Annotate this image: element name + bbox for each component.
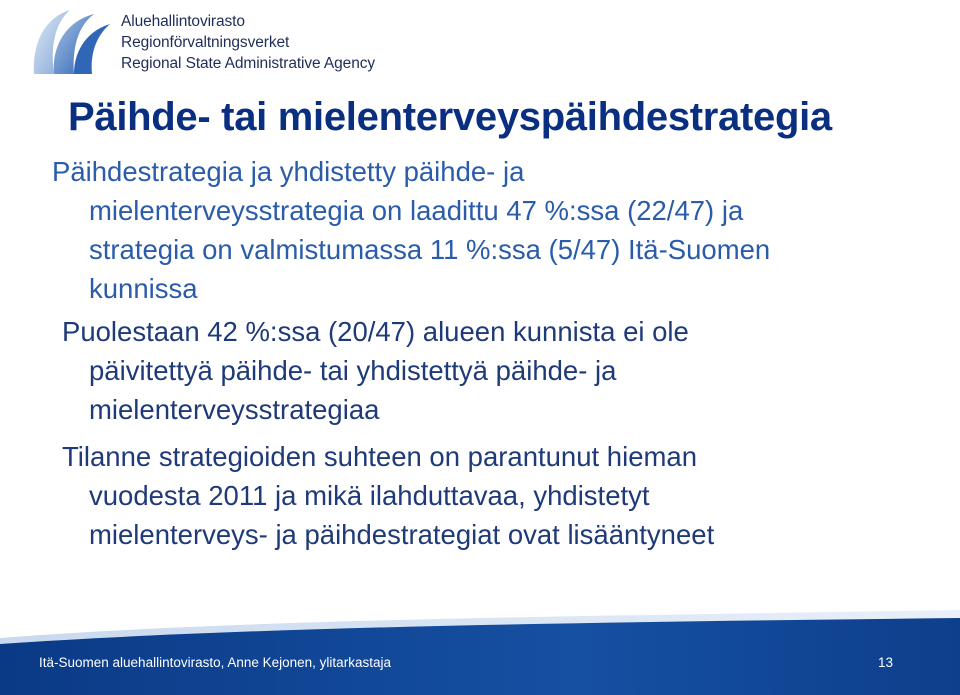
paragraph-line: Tilanne strategioiden suhteen on parantunut hieman — [62, 441, 697, 472]
paragraph-line: strategia on valmistumassa 11 %:ssa (5/47) Itä-Suomen — [89, 234, 771, 265]
paragraph-line: kunnissa — [89, 273, 198, 304]
paragraph-line: mielenterveysstrategiaa — [89, 394, 380, 425]
logo-line-finnish: Aluehallintovirasto — [121, 13, 245, 30]
paragraph-line: vuodesta 2011 ja mikä ilahduttavaa, yhdistetyt — [89, 480, 650, 511]
paragraph-line: Päihdestrategia ja yhdistetty päihde- ja — [52, 156, 525, 187]
paragraph-strategy-status — [52, 152, 770, 308]
paragraph-situation-improved — [62, 437, 714, 554]
logo-wordmark — [121, 11, 375, 74]
paragraph-line: Puolestaan 42 %:ssa (20/47) alueen kunnista ei ole — [62, 316, 689, 347]
paragraph-line: mielenterveys- ja päihdestrategiat ovat lisääntyneet — [89, 519, 715, 550]
agency-logo — [28, 4, 388, 80]
regional-agency-swoosh-icon — [28, 4, 112, 80]
slide-title: Päihde- tai mielenterveyspäihdestrategia — [68, 95, 832, 139]
logo-line-swedish: Regionförvaltningsverket — [121, 34, 290, 51]
paragraph-not-updated — [62, 312, 689, 429]
footer-wave-shape — [0, 610, 960, 695]
logo-line-english: Regional State Administrative Agency — [121, 55, 376, 72]
paragraph-line: päivitettyä päihde- tai yhdistettyä päihde- ja — [89, 355, 617, 386]
footer-author-text: Itä-Suomen aluehallintovirasto, Anne Kejonen, ylitarkastaja — [39, 655, 391, 670]
page-number: 13 — [878, 655, 894, 670]
paragraph-line: mielenterveysstrategia on laadittu 47 %:ssa (22/47) ja — [89, 195, 744, 226]
footer-band — [0, 610, 960, 695]
